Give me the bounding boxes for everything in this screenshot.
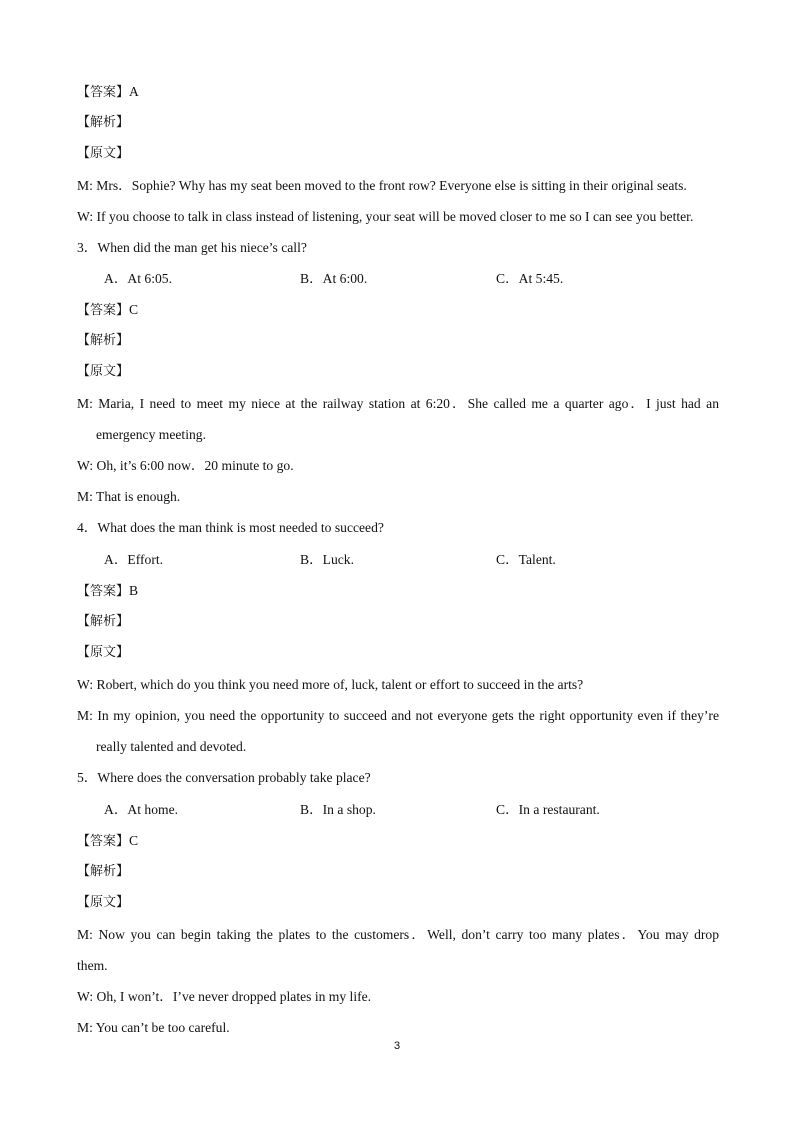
transcript-line: W: Oh, I won’t．I’ve never dropped plates in my life. [77, 989, 372, 1004]
transcript-label: 【原文】 [77, 645, 130, 660]
transcript-label: 【原文】 [77, 895, 130, 910]
option-b: B．At 6:00. [300, 271, 368, 286]
answer-label: 【答案】 [77, 85, 130, 100]
option-c: C．In a restaurant. [496, 802, 600, 817]
answer-value: C [129, 302, 139, 317]
option-b: B．Luck. [300, 552, 354, 567]
transcript-label: 【原文】 [77, 364, 130, 379]
option-b: B．In a shop. [300, 802, 376, 817]
option-a: A．At home. [104, 802, 179, 817]
transcript-line: emergency meeting. [96, 427, 206, 442]
transcript-line: W: Robert, which do you think you need more of, luck, talent or effort to succeed in the arts? [77, 677, 584, 692]
option-c: C．Talent. [496, 552, 556, 567]
answer-line [77, 832, 138, 851]
answer-value: C [129, 833, 139, 848]
answer-line [77, 83, 139, 102]
transcript-line: W: If you choose to talk in class instead of listening, your seat will be moved closer to me so I can see you better. [77, 209, 694, 224]
analysis-label: 【解析】 [77, 864, 130, 879]
transcript-label: 【原文】 [77, 146, 130, 161]
transcript-line: them. [77, 958, 108, 973]
transcript-line: M: Mrs．Sophie? Why has my seat been moved to the front row? Everyone else is sitting in their original seats. [77, 178, 687, 193]
transcript-line: M: Now you can begin taking the plates to the customers．Well, don’t carry too many plates．You may drop [77, 927, 719, 942]
transcript-line: M: That is enough. [77, 489, 181, 504]
transcript-line: M: You can’t be too careful. [77, 1020, 230, 1035]
transcript-line: M: Maria, I need to meet my niece at the railway station at 6:20．She called me a quarter ago．I just had an [77, 396, 719, 411]
analysis-label: 【解析】 [77, 333, 130, 348]
answer-label: 【答案】 [77, 834, 130, 849]
page-number: 3 [393, 1040, 401, 1052]
answer-line [77, 301, 138, 320]
transcript-line: M: In my opinion, you need the opportunity to succeed and not everyone gets the right opportunity even if they’re [77, 708, 719, 723]
answer-label: 【答案】 [77, 584, 130, 599]
question-5: 5．Where does the conversation probably take place? [77, 770, 371, 785]
answer-line [77, 582, 138, 601]
transcript-line: W: Oh, it’s 6:00 now．20 minute to go. [77, 458, 294, 473]
option-a: A．At 6:05. [104, 271, 172, 286]
analysis-label: 【解析】 [77, 614, 130, 629]
analysis-label: 【解析】 [77, 115, 130, 130]
answer-value: A [129, 84, 139, 99]
option-a: A．Effort. [104, 552, 164, 567]
question-4: 4．What does the man think is most needed to succeed? [77, 520, 384, 535]
answer-label: 【答案】 [77, 303, 130, 318]
answer-value: B [129, 583, 139, 598]
transcript-line: really talented and devoted. [96, 739, 247, 754]
question-3: 3．When did the man get his niece’s call? [77, 240, 307, 255]
option-c: C．At 5:45. [496, 271, 564, 286]
